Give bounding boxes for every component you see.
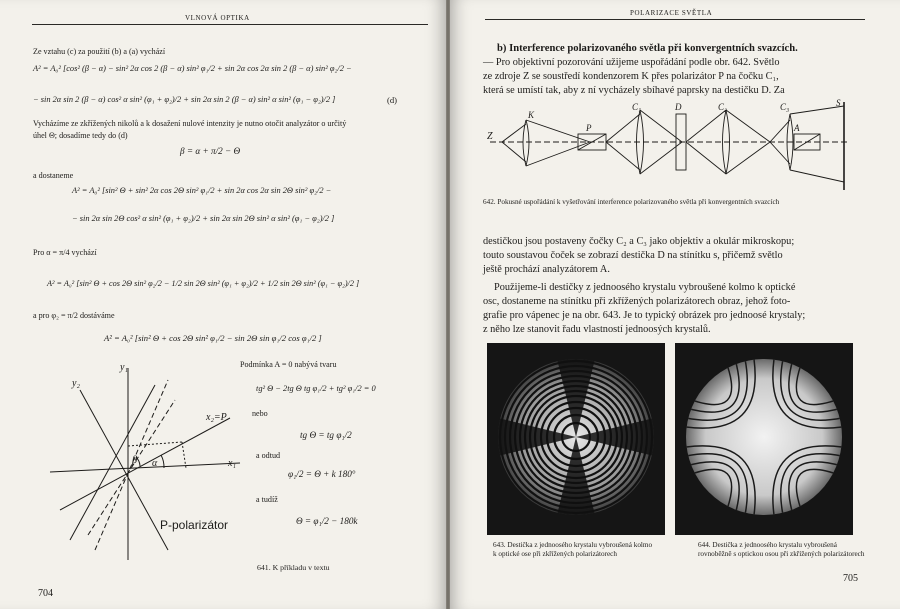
- text-pro-alpha: Pro α = π/4 vychází: [33, 248, 97, 257]
- right-running-head: POLARIZACE SVĚTLA: [630, 9, 713, 17]
- ray-c2-c3-bottom: [726, 142, 770, 174]
- paragraph-2-line1: Vycházíme ze zkřížených nikolů a k dosažení nulové intenzity je nutno otočit analyzátor o určitý: [33, 119, 347, 128]
- text-nebo: nebo: [252, 409, 268, 418]
- equation-d-line1: A² = A₀² [cos² (β − α) − sin² 2α cos 2 (β − α) sin² φ₁/2 + sin 2α cos 2α sin 2 (β − α) sin² φ₂/2 −: [33, 64, 352, 73]
- equation-e-line2: − sin 2α sin 2Θ cos² α sin² (φ₁ + φ₂)/2 + sin 2α sin 2Θ sin² α sin² (φ₁ − φ₂)/2 ]: [72, 214, 335, 223]
- projection-vertical: [182, 442, 186, 468]
- fig642-label-s: S: [836, 98, 841, 108]
- equation-beta: β = α + π/2 − Θ: [180, 146, 241, 156]
- equation-g: A² = A₀² [sin² Θ + cos 2Θ sin² φ₁/2 − sin 2Θ sin φ₁/2 cos φ₁/2 ]: [104, 333, 322, 343]
- ray-k-p-top: [526, 120, 590, 142]
- angle-alpha-arc: [161, 455, 164, 468]
- figure-644-caption: 644. Destička z jednoosého krystalu vybroušená rovnoběžně s optickou osou při zkřížených polarizátorech: [698, 541, 865, 558]
- para3-line1: Použijeme-li destičky z jednoosého krystalu vybroušené kolmo k optické: [494, 282, 796, 293]
- intro-text: Ze vztahu (c) za použití (b) a (a) vychází: [33, 47, 166, 56]
- line-c: [70, 385, 158, 540]
- figure-641-diagram: [40, 360, 255, 565]
- axis-x2-polarizer: [60, 418, 230, 510]
- equation-d-label: (d): [387, 95, 398, 105]
- text-a-odtud: a odtud: [256, 451, 281, 460]
- text-a-tudiz: a tudíž: [256, 495, 278, 504]
- figure-643-caption: 643. Destička z jednoosého krystalu vybroušená kolmo k optické ose při zkřížených polarizátorech: [493, 541, 653, 558]
- equation-theta: Θ = φ₁/2 − 180k: [296, 516, 358, 526]
- ray-d-c2-bottom: [686, 142, 726, 174]
- ray-z-bottom: [502, 142, 526, 162]
- para2-line3: ještě prochází analyzátorem A.: [483, 264, 610, 275]
- ray-d-c2-top: [686, 110, 726, 142]
- text-pro-phi: a pro φ₂ = π/2 dostáváme: [33, 311, 115, 320]
- paragraph-2-line2: úhel Θ; dosadíme tedy do (d): [33, 131, 128, 140]
- left-head-rule: [32, 24, 428, 25]
- label-alpha: α: [152, 458, 158, 469]
- label-x1: x₁: [228, 458, 236, 469]
- text-condition: Podmínka A = 0 nabývá tvaru: [240, 360, 337, 369]
- ray-p-c1-bottom: [606, 142, 640, 170]
- projection-horizontal: [128, 442, 182, 446]
- label-polarizer: P-polarizátor: [160, 518, 229, 532]
- ray-k-p-bottom: [526, 142, 590, 166]
- ray-a-s-bottom: [790, 170, 844, 182]
- left-page: [0, 0, 446, 609]
- right-page-number: 705: [843, 573, 858, 584]
- label-x2-p: x₂=P: [206, 412, 227, 423]
- fig642-label-k: K: [528, 110, 535, 120]
- dashed-line-b: [88, 400, 175, 535]
- right-head-rule: [485, 19, 865, 20]
- fig642-label-p: P: [586, 123, 592, 133]
- ray-z-top: [502, 124, 526, 142]
- equation-d-line2: − sin 2α sin 2 (β − α) cos² α sin² (φ₁ + φ₂)/2 + sin 2α sin 2 (β − α) sin² α sin² (φ₁ − φ₂)/2 ]: [33, 95, 336, 104]
- equation-f: A² = A₀² [sin² Θ + cos 2Θ sin² φ₂/2 − 1/2 sin 2Θ sin² (φ₁ + φ₂)/2 + 1/2 sin 2Θ sin² (φ₁ − φ₂)/2 ]: [47, 279, 360, 288]
- equation-tg2: tg Θ = tg φ₁/2: [300, 430, 352, 440]
- label-beta: β: [132, 455, 137, 466]
- fig642-label-a: A: [794, 123, 800, 133]
- label-y1: y₁: [120, 362, 128, 373]
- figure-641-caption: 641. K příkladu v textu: [257, 563, 330, 572]
- ray-c2-c3-top: [726, 110, 770, 142]
- text-a-dostaneme: a dostaneme: [33, 171, 74, 180]
- ray-p-c1-top: [606, 114, 640, 142]
- right-page: [450, 0, 900, 609]
- para1-line3: která se umístí tak, aby z ní vycházely sbíhavé paprsky na destičku D. Za: [483, 85, 785, 96]
- figure-642-caption: 642. Pokusné uspořádání k vyšetřování interference polarizovaného světla při konvergentních svazcích: [483, 198, 780, 206]
- fig642-label-c3: C₃: [780, 102, 790, 112]
- figure-644-photo: [675, 343, 853, 535]
- figure-642-diagram: [490, 100, 850, 195]
- para1-line2: ze zdroje Z se soustředí kondenzorem K přes polarizátor P na čočku C₁,: [483, 71, 779, 82]
- equation-tg1: tg² Θ − 2tg Θ tg φ₁/2 + tg² φ₁/2 = 0: [256, 384, 376, 393]
- section-title: b) Interference polarizovaného světla při konvergentních svazcích.: [497, 43, 798, 54]
- left-page-number: 704: [38, 588, 53, 599]
- fig642-label-c2: C₂: [718, 102, 728, 112]
- lens-k: [523, 120, 529, 166]
- para1-line1: — Pro objektivní pozorování užijeme uspořádání podle obr. 642. Světlo: [483, 57, 780, 68]
- fig642-label-d: D: [675, 102, 682, 112]
- fig642-label-z: Z: [487, 131, 493, 142]
- equation-e-line1: A² = A₀² [sin² Θ + sin² 2α cos 2Θ sin² φ₁/2 + sin 2α cos 2α sin 2Θ sin² φ₂/2 −: [72, 186, 332, 195]
- left-running-head: VLNOVÁ OPTIKA: [185, 14, 250, 22]
- para3-line2: osc, dostaneme na stínítku při zkřížených polarizátorech obraz, jehož foto-: [483, 296, 791, 307]
- interference-disc-644: [686, 359, 842, 515]
- label-y2: y₂: [72, 378, 80, 389]
- para2-line1: destičkou jsou postaveny čočky C₂ a C₃ jako objektiv a okulár mikroskopu;: [483, 236, 795, 247]
- para3-line3: grafie pro vápenec je na obr. 643. Je to typický obrázek pro jednoosé krystaly;: [483, 310, 806, 321]
- fig642-label-c1: C₁: [632, 102, 642, 112]
- figure-643-photo: [487, 343, 665, 535]
- equation-phi: φ₁/2 = Θ + k 180°: [288, 469, 356, 479]
- para2-line2: touto soustavou čoček se zobrazí destička D na stínítku s, přičemž světlo: [483, 250, 783, 261]
- para3-line4: z něho lze stanovit řadu vlastností jednoosých krystalů.: [483, 324, 711, 335]
